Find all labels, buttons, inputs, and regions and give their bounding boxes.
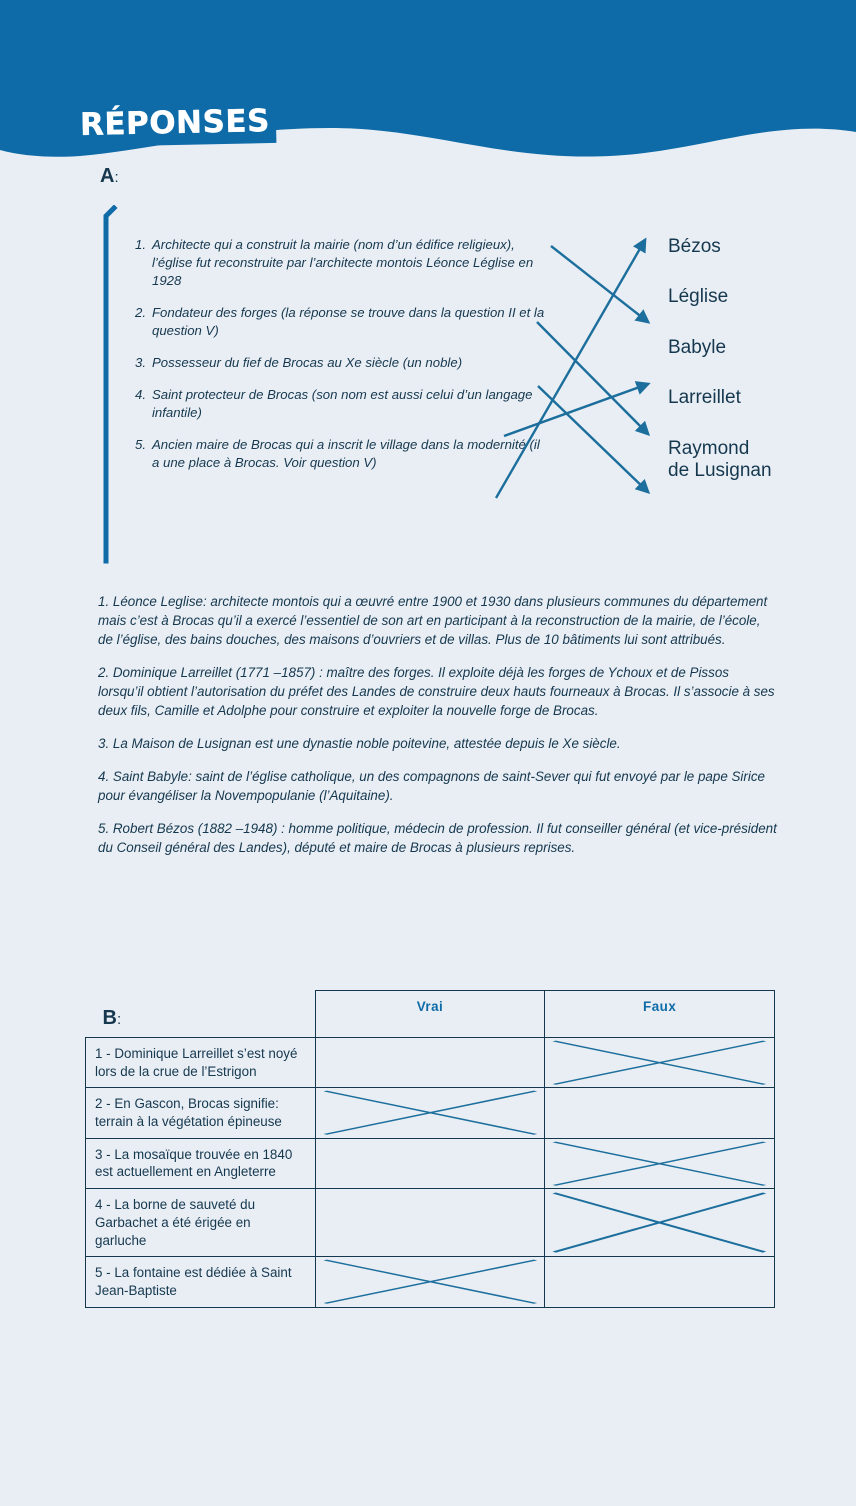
cell-faux-marked[interactable] [545,1038,775,1088]
question-number: 1. [135,237,146,252]
table-header-row [86,991,775,1038]
table-row [86,1088,775,1138]
true-false-table [85,990,775,1308]
cell-vrai-marked[interactable] [315,1088,545,1138]
question-number: 2. [135,304,146,320]
cell-vrai[interactable] [315,1038,545,1088]
note-paragraph: 3. La Maison de Lusignan est une dynastie noble poitevine, attestée depuis le Xe siècle. [98,736,621,752]
list-item [126,386,546,422]
statement-text: 1 - Dominique Larreillet s’est noyé lors de la crue de l’Estrigon [86,1038,316,1088]
statement-text: 5 - La fontaine est dédiée à Saint Jean-Baptiste [86,1257,316,1307]
cross-mark-icon [545,1038,774,1087]
statement-text: 4 - La borne de sauveté du Garbachet a été érigée en garluche [86,1189,316,1257]
cell-vrai[interactable] [315,1189,545,1257]
question-number: 5. [135,436,146,452]
list-item: Léglise [668,286,729,308]
cell-vrai-marked[interactable] [315,1257,545,1307]
list-item: Larreillet [668,387,741,409]
section-b [85,990,775,1308]
cross-mark-icon [545,1189,774,1256]
answer-notes [98,592,778,871]
section-b-colon: : [116,1010,122,1028]
column-header-vrai: Vrai [315,991,545,1038]
list-item [126,304,546,340]
list-item [126,436,546,472]
section-a-bracket [103,205,115,563]
cross-mark-icon [545,1139,774,1188]
cell-faux-marked[interactable] [545,1138,775,1188]
cross-mark-icon [316,1088,545,1137]
section-a-answers [668,236,856,492]
statement-text: 2 - En Gascon, Brocas signifie: terrain à la végétation épineuse [86,1088,316,1138]
page-title [74,101,277,147]
question-text: Architecte qui a construit la mairie (nom d’un édifice religieux), l’église fut reconstruite par l’architecte montois Léonce Léglise en 1928 [152,237,534,288]
list-item-line2: de Lusignan [668,460,772,482]
list-item: Babyle [668,336,727,358]
cell-faux[interactable] [545,1088,775,1138]
cross-mark-icon [316,1257,545,1306]
statement-text: 3 - La mosaïque trouvée en 1840 est actuellement en Angleterre [86,1138,316,1188]
question-text: Fondateur des forges (la réponse se trouve dans la question II et la question V) [152,304,545,338]
cell-vrai[interactable] [315,1138,545,1188]
section-a-questions [126,236,546,486]
question-number: 4. [135,386,146,402]
question-text: Ancien maire de Brocas qui a inscrit le village dans la modernité (il a une place à Brocas. Voir question V) [152,436,540,470]
section-a-letter: A [100,165,115,187]
table-row [86,1257,775,1307]
section-a-colon: : [114,169,119,186]
table-row [86,1038,775,1088]
list-item [668,438,856,483]
question-text: Saint protecteur de Brocas (son nom est aussi celui d’un langage infantile) [152,386,533,420]
note-paragraph: 1. Léonce Leglise: architecte montois qui a œuvré entre 1900 et 1930 dans plusieurs communes du département mais c’est à Brocas qu’il a exercé l’essentiel de son art en participant à la reconstruction de la mairie, de l’école, de l’église, des bains douches, des maisons d’ouvriers et de villas. Plus de 10 bâtiments lui sont attribués. [98,594,768,648]
cell-faux[interactable] [545,1257,775,1307]
column-header-faux: Faux [545,991,775,1038]
page-title-text: RÉPONSES [74,101,277,147]
list-item: Bézos [668,236,721,257]
section-b-letter: B [102,1006,117,1029]
section-a-heading [100,165,119,188]
arrow-2-to-larreillet [537,322,648,434]
note-paragraph: 5. Robert Bézos (1882 –1948) : homme politique, médecin de profession. Il fut conseiller général (et vice-président du Conseil général des Landes), député et maire de Brocas à plusieurs reprises. [98,821,777,856]
table-row [86,1138,775,1188]
table-row [86,1189,775,1257]
list-item [126,354,546,372]
section-b-heading [86,991,316,1038]
note-paragraph: 2. Dominique Larreillet (1771 –1857) : maître des forges. Il exploite déjà les forges de Ychoux et de Pissos lorsqu’il obtient l’autorisation du préfet des Landes de construire deux hauts fourneaux à Brocas. Il s’associe à ses deux fils, Camille et Adolphe pour construire et exploiter la nouvelle forge de Brocas. [98,665,775,719]
question-number: 3. [135,354,146,370]
list-item [126,236,546,290]
cell-faux-marked[interactable] [545,1189,775,1257]
arrow-3-to-raymond [538,386,648,492]
note-paragraph: 4. Saint Babyle: saint de l’église catholique, un des compagnons de saint-Sever qui fut envoyé par le pape Sirice pour évangéliser la Novempopulanie (l’Aquitaine). [98,769,765,804]
arrow-1-to-leglise [551,246,648,322]
question-text: Possesseur du fief de Brocas au Xe siècle (un noble) [152,354,463,370]
list-item-line1: Raymond [668,437,750,459]
